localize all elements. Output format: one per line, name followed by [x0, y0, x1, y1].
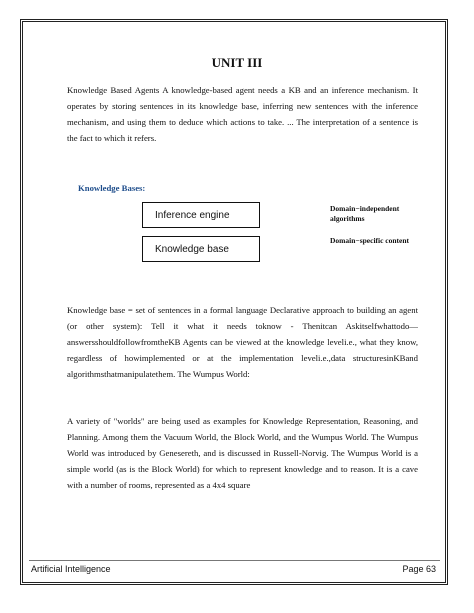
- inference-engine-box: Inference engine: [142, 202, 260, 228]
- knowledge-base-paragraph: Knowledge base = set of sentences in a formal language Declarative approach to building an agent (or other system): Tell it what it needs toknow - Thenitcan Askitselfwhattodo—answersshouldfollowfromtheKB Agents can be viewed at the knowledge leveli.e., what they know, regardless of howimplemented or at the implementation leveli.e.,data structuresinKBand algorithmsthatmanipulatethem. The Wumpus World:: [67, 305, 418, 379]
- footer-page-number: Page 63: [402, 564, 436, 574]
- knowledge-base-box: Knowledge base: [142, 236, 260, 262]
- footer-course-title: Artificial Intelligence: [31, 564, 111, 574]
- section-heading: Knowledge Bases:: [78, 183, 146, 193]
- domain-specific-label: Domain−specific content: [330, 236, 410, 245]
- footer-divider: [29, 560, 440, 561]
- domain-independent-label: Domain−independent algorithms: [330, 204, 400, 223]
- wumpus-world-paragraph: A variety of "worlds" are being used as examples for Knowledge Representation, Reasoning, and Planning. Among them the Vacuum World, the Block World, and the Wumpus World. The Wumpus World was introduced by Genesereth, and is discussed in Russell-Norvig. The Wumpus World is a simple world (as is the Block World) for which to represent knowledge and to reason. It is a cave with a number of rooms, represented as a 4x4 square: [67, 416, 418, 490]
- intro-paragraph: Knowledge Based Agents A knowledge-based agent needs a KB and an inference mechanism. It operates by storing sentences in its knowledge base, inferring new sentences with the inference mechanism, and using them to deduce which actions to take. ... The interpretation of a sentence is the fact to which it refers.: [67, 85, 418, 143]
- page-title: UNIT III: [211, 55, 263, 70]
